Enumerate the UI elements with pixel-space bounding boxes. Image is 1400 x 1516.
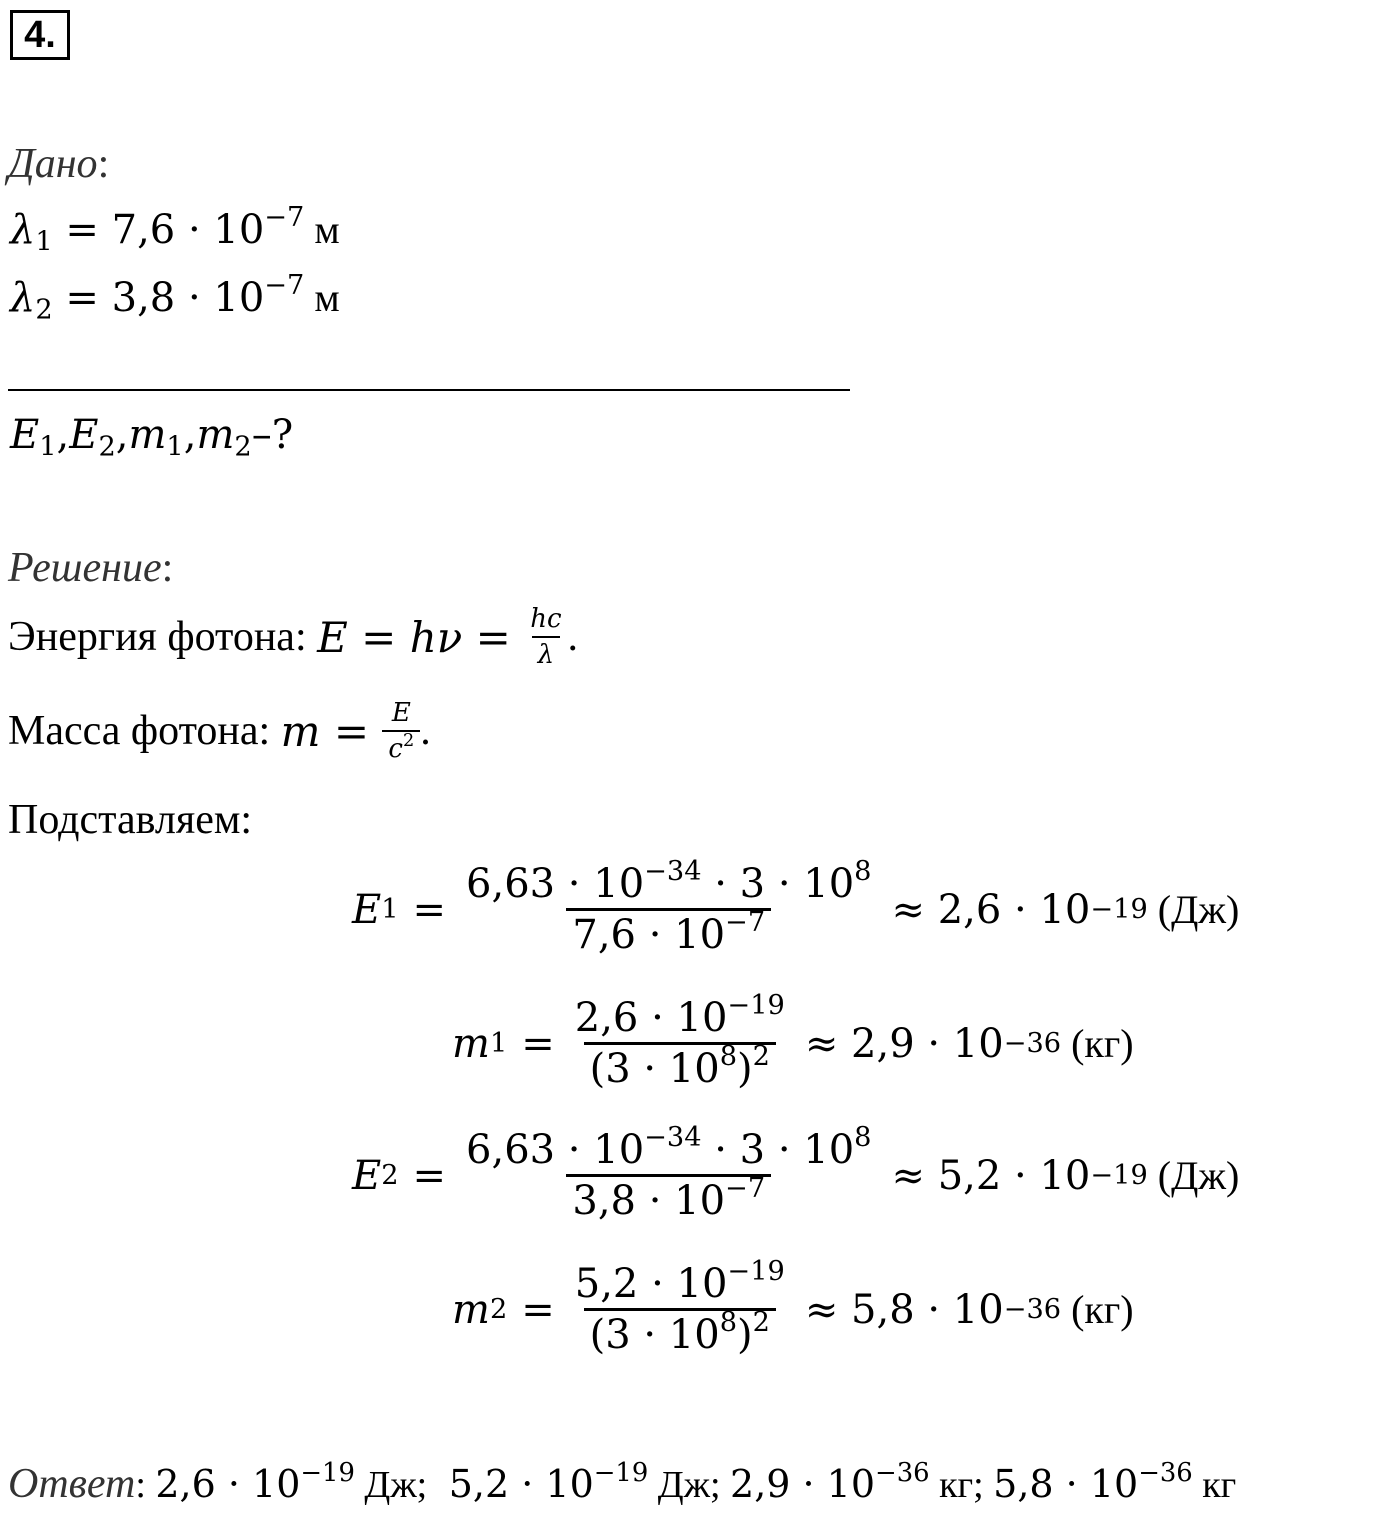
eq4-equals: =: [521, 1286, 555, 1333]
eq3-fraction: [460, 1122, 877, 1224]
eq4-num-a-exp: −19: [727, 1256, 785, 1288]
substitute-text: Подставляем:: [8, 797, 253, 843]
eq3-num-b: · 3 · 10: [701, 1127, 855, 1173]
find-m1: m: [128, 412, 167, 458]
eq1-result: ≈ 2,6 · 10: [891, 886, 1091, 933]
find-e1-sub: 1: [39, 431, 57, 463]
eq3-equals: =: [412, 1152, 447, 1199]
eq4-den-a-exp: 8: [719, 1307, 738, 1339]
find-e2-sub: 2: [98, 431, 116, 463]
find-m2-sub: 2: [234, 431, 252, 463]
solution-colon: :: [161, 545, 174, 591]
mass-formula-line: [8, 700, 431, 762]
energy-fraction: [524, 606, 567, 668]
answer-item-3-value: 2,9 · 10: [730, 1462, 876, 1506]
find-e1: E: [10, 412, 40, 458]
eq2-num-a-exp: −19: [727, 990, 785, 1022]
eq1-num-a-exp: −34: [644, 856, 702, 888]
lambda1-symbol: λ: [10, 207, 36, 253]
find-line: [10, 412, 294, 463]
eq2-den-a-exp: 8: [719, 1041, 738, 1073]
eq2-fraction: [569, 990, 791, 1092]
eq2-den-b: ): [737, 1046, 753, 1092]
eq2-den-b-exp: 2: [752, 1041, 770, 1073]
given-divider: [8, 389, 850, 391]
eq3-num-a: 6,63 · 10: [466, 1127, 645, 1173]
eq2-den-a: (3 · 10: [589, 1046, 720, 1092]
answer-item-2-unit: Дж;: [648, 1464, 731, 1506]
eq1-num-a: 6,63 · 10: [466, 861, 645, 907]
energy-hnu: hν: [409, 612, 463, 662]
answer-item-1-value: 2,6 · 10: [155, 1462, 301, 1506]
equation-e1: E 1 = $\frac{6,63 \cdot 10^{-34} \cdot 3 \cdot 10^8}{7,6 \cdot 10^{-7}}$ ≈ 2,6 · 10 −19 (Дж): [352, 856, 1240, 958]
eq3-den-a: 3,8 · 10: [572, 1178, 726, 1224]
energy-var: E: [317, 612, 348, 662]
find-question: –?: [251, 412, 294, 458]
eq1-var: E: [352, 886, 382, 933]
answer-label: Ответ: [8, 1461, 136, 1507]
mass-eq: =: [320, 706, 383, 756]
equation-m1: m 1 = $\frac{2,6 \cdot 10^{-19}}{(3 \cdot 10^8)^2}$ ≈ 2,9 · 10 −36 (кг): [452, 990, 1134, 1092]
mass-fraction: [382, 700, 420, 762]
energy-eq2: =: [462, 612, 525, 662]
energy-formula-line: [8, 606, 578, 668]
eq4-result: ≈ 5,8 · 10: [804, 1286, 1004, 1333]
answer-line: [8, 1457, 1237, 1508]
eq3-var: E: [352, 1152, 382, 1199]
lambda1-exponent: −7: [264, 202, 305, 234]
find-m1-sub: 1: [166, 431, 184, 463]
energy-fraction-numerator: hc: [530, 604, 562, 634]
given-colon: :: [97, 141, 110, 187]
eq4-den-b-exp: 2: [752, 1307, 770, 1339]
given-lambda1: [10, 202, 340, 258]
answer-item-2-value: 5,2 · 10: [436, 1462, 594, 1506]
eq1-den-a-exp: −7: [725, 907, 766, 939]
eq1-num-b: · 3 · 10: [701, 861, 855, 907]
answer-item-4-unit: кг: [1192, 1464, 1237, 1506]
lambda2-exponent: −7: [264, 270, 305, 302]
eq3-result: ≈ 5,2 · 10: [891, 1152, 1091, 1199]
mass-fraction-denominator-base: c: [388, 734, 403, 764]
mass-text: Масса фотона:: [8, 708, 281, 754]
eq1-den-a: 7,6 · 10: [572, 912, 726, 958]
eq4-var: m: [452, 1286, 490, 1333]
find-e2: E: [69, 412, 99, 458]
solution-heading: [8, 544, 173, 592]
solution-label: Решение: [8, 545, 162, 591]
lambda1-unit: м: [304, 207, 340, 252]
task-number: 4.: [10, 10, 70, 60]
eq3-den-a-exp: −7: [725, 1173, 766, 1205]
eq4-unit: (кг): [1061, 1287, 1134, 1332]
answer-item-4-exp: −36: [1138, 1457, 1193, 1488]
lambda1-value: = 7,6 · 10: [52, 207, 265, 253]
eq2-var: m: [452, 1020, 490, 1067]
eq2-equals: =: [521, 1020, 555, 1067]
find-comma: ,: [183, 412, 197, 458]
answer-item-3-exp: −36: [875, 1457, 930, 1488]
eq1-unit: (Дж): [1147, 887, 1240, 932]
energy-end: .: [567, 614, 579, 660]
energy-fraction-denominator: λ: [532, 636, 560, 668]
eq4-den-b: ): [737, 1312, 753, 1358]
lambda2-unit: м: [304, 275, 340, 320]
lambda2-value: = 3,8 · 10: [52, 275, 265, 321]
mass-var: m: [280, 706, 321, 756]
answer-item-3-unit: кг;: [929, 1464, 994, 1506]
mass-fraction-numerator: E: [391, 698, 411, 728]
eq4-fraction: [569, 1256, 791, 1358]
eq2-unit: (кг): [1061, 1021, 1134, 1066]
energy-text: Энергия фотона:: [8, 614, 318, 660]
given-heading: [8, 140, 109, 188]
eq3-num-b-exp: 8: [854, 1122, 872, 1154]
eq3-unit: (Дж): [1147, 1153, 1240, 1198]
given-label: Дано: [8, 141, 98, 187]
eq2-result: ≈ 2,9 · 10: [804, 1020, 1004, 1067]
energy-eq1: =: [347, 612, 410, 662]
find-comma: ,: [56, 412, 70, 458]
find-m2: m: [196, 412, 235, 458]
equation-e2: E 2 = $\frac{6,63 \cdot 10^{-34} \cdot 3 \cdot 10^8}{3,8 \cdot 10^{-7}}$ ≈ 5,2 · 10 −19 (Дж): [352, 1122, 1240, 1224]
eq1-equals: =: [412, 886, 447, 933]
lambda2-subscript: 2: [35, 294, 53, 326]
eq4-den-a: (3 · 10: [589, 1312, 720, 1358]
given-lambda2: [10, 270, 340, 326]
eq1-num-b-exp: 8: [854, 856, 872, 888]
equation-m2: m 2 = $\frac{5,2 \cdot 10^{-19}}{(3 \cdot 10^8)^2}$ ≈ 5,8 · 10 −36 (кг): [452, 1256, 1134, 1358]
lambda1-subscript: 1: [35, 226, 53, 258]
answer-item-2-exp: −19: [593, 1457, 649, 1488]
eq4-num-a: 5,2 · 10: [574, 1261, 728, 1307]
lambda2-symbol: λ: [10, 275, 36, 321]
eq2-num-a: 2,6 · 10: [574, 995, 728, 1041]
find-comma: ,: [115, 412, 129, 458]
eq1-fraction: [460, 856, 877, 958]
answer-item-4-value: 5,8 · 10: [993, 1462, 1139, 1506]
eq3-num-a-exp: −34: [644, 1122, 702, 1154]
mass-fraction-denominator-exp: 2: [402, 731, 415, 752]
answer-colon: :: [135, 1464, 156, 1506]
answer-item-1-unit: Дж;: [354, 1464, 437, 1506]
answer-item-1-exp: −19: [300, 1457, 355, 1488]
mass-end: .: [420, 708, 431, 754]
